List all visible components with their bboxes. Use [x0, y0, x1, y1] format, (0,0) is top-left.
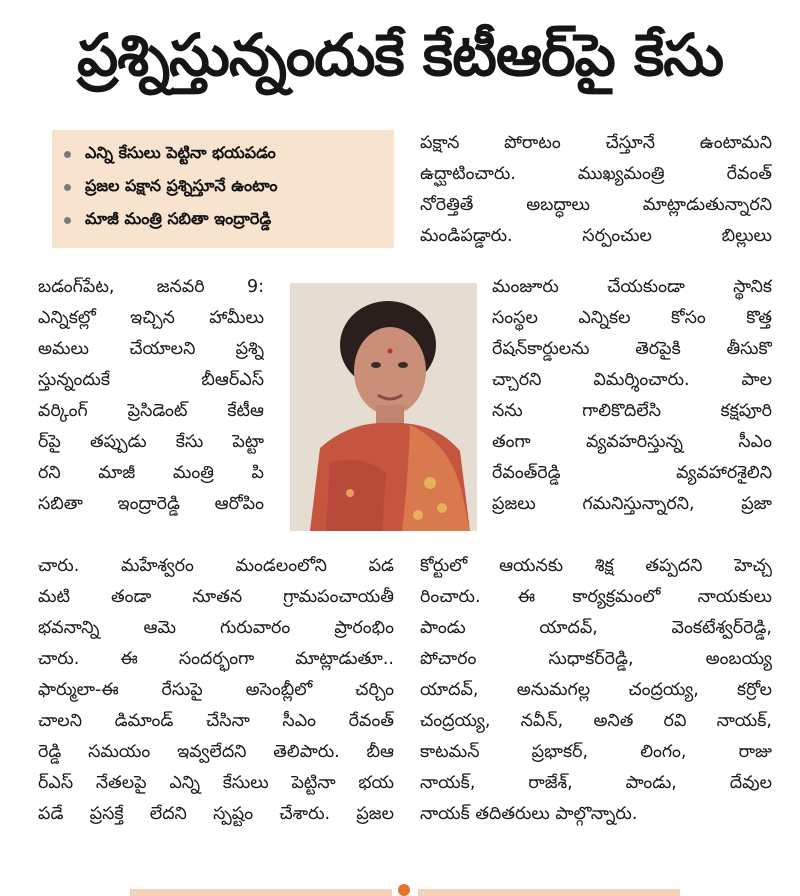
highlight-text: ఎన్ని కేసులు పెట్టినా భయపడం	[85, 143, 276, 162]
text-line: ర్‌ఎస్ నేతలపై ఎన్ని కేసులు పెట్టినా భయ	[38, 773, 394, 793]
highlight-text: ప్రజల పక్షాన ప్రశ్నిస్తూనే ఉంటాం	[85, 176, 278, 195]
highlights-box	[52, 130, 394, 248]
portrait-illustration	[290, 283, 477, 531]
highlight-item	[64, 171, 382, 204]
text-line: యాదవ్, అనుమగల్ల చంద్రయ్య, కర్రోల	[420, 680, 772, 700]
text-line: సబితా ఇంద్రారెడ్డి ఆరోపిం	[38, 494, 264, 514]
text-line: పడే ప్రసక్తే లేదని స్పష్టం చేశారు. ప్రజల	[38, 804, 394, 824]
text-line: నాయక్, రాజేశ్, పాండు, దేవుల	[420, 773, 772, 793]
text-line: నోరెత్తితే అబద్ధాలు మాట్లాడుతున్నారని	[420, 195, 772, 215]
text-line: కోర్టులో ఆయనకు శిక్ష తప్పదని హెచ్చ	[420, 556, 772, 576]
right-column-middle	[492, 272, 772, 520]
bottom-divider-dot	[398, 884, 410, 896]
text-line: రేవంత్‌రెడ్డి వ్యవహారశైలిని	[492, 463, 772, 483]
highlight-item	[64, 204, 382, 237]
text-line: చారు. ఈ సందర్భంగా మాట్లాడుతూ..	[38, 649, 394, 669]
bottom-divider-right	[418, 889, 680, 896]
text-line: ప్రజలు గమనిస్తున్నారని, ప్రజా	[492, 494, 772, 514]
highlight-item	[64, 138, 382, 171]
text-line: రించారు. ఈ కార్యక్రమంలో నాయకులు	[420, 587, 772, 607]
text-line: పక్షాన పోరాటం చేస్తూనే ఉంటామని	[420, 133, 772, 153]
text-line: కాటమన్ ప్రభాకర్, లింగం, రాజు	[420, 742, 772, 762]
text-line: రని మాజీ మంత్రి పి	[38, 463, 264, 483]
bullet-dot-icon	[64, 217, 71, 224]
text-line: నను గాలికొదిలేసి కక్షపూరి	[492, 401, 772, 421]
highlight-text: మాజీ మంత్రి సబితా ఇంద్రారెడ్డి	[85, 209, 272, 228]
text-line: మండిపడ్డారు. సర్పంచుల బిల్లులు	[420, 226, 772, 246]
text-line: పాండు యాదవ్, వెంకటేశ్వర్‌రెడ్డి,	[420, 618, 772, 638]
text-line: పోచారం సుధాకర్‌రెడ్డి, అంబయ్య	[420, 649, 772, 669]
bullet-dot-icon	[64, 151, 71, 158]
headline: ప్రశ్నిస్తున్నందుకే కేటీఆర్‌పై కేసు	[76, 20, 724, 89]
text-line: మంజూరు చేయకుండా స్థానిక	[492, 277, 772, 297]
left-column-top	[38, 272, 264, 520]
text-line: అమలు చేయాలని ప్రశ్ని	[38, 339, 264, 359]
text-line: ఫార్ములా-ఈ రేసుపై అసెంబ్లీలో చర్చిం	[38, 680, 394, 700]
text-line: స్తున్నందుకే బీఆర్‌ఎస్	[38, 370, 264, 390]
portrait-photo	[290, 283, 477, 531]
right-column-bottom	[420, 551, 772, 830]
bullet-dot-icon	[64, 184, 71, 191]
text-line: చాలని డిమాండ్ చేసినా సీఎం రేవంత్	[38, 711, 394, 731]
text-line: మటి తండా నూతన గ్రామపంచాయతీ	[38, 587, 394, 607]
text-line: సంస్థల ఎన్నికల కోసం కొత్త	[492, 308, 772, 328]
text-line: రెడ్డి సమయం ఇవ్వలేదని తెలిపారు. బీఆ	[38, 742, 394, 762]
text-line: చారు. మహేశ్వరం మండలంలోని పడ	[38, 556, 394, 576]
text-line: తంగా వ్యవహరిస్తున్న సీఎం	[492, 432, 772, 452]
text-line: నాయక్ తదితరులు పాల్గొన్నారు.	[420, 804, 638, 824]
right-column-top	[420, 128, 772, 252]
bottom-divider-left	[130, 889, 392, 896]
text-line: చంద్రయ్య, నవీన్, అనిత రవి నాయక్,	[420, 711, 772, 731]
text-line: చ్చారని విమర్శించారు. పాల	[492, 370, 772, 390]
text-line: భవనాన్ని ఆమె గురువారం ప్రారంభిం	[38, 618, 394, 638]
text-line: ఎన్నికల్లో ఇచ్చిన హామీలు	[38, 308, 264, 328]
left-column-bottom	[38, 551, 394, 830]
text-line: ర్‌పై తప్పుడు కేసు పెట్టా	[38, 432, 264, 452]
text-line: వర్కింగ్ ప్రెసిడెంట్ కేటీఆ	[38, 401, 264, 421]
text-line: ఉద్ఘాటించారు. ముఖ్యమంత్రి రేవంత్	[420, 164, 772, 184]
text-line: రేషన్‌కార్డులను తెరపైకి తీసుకొ	[492, 339, 772, 359]
text-line: బడంగ్‌పేట, జనవరి 9:	[38, 277, 264, 297]
